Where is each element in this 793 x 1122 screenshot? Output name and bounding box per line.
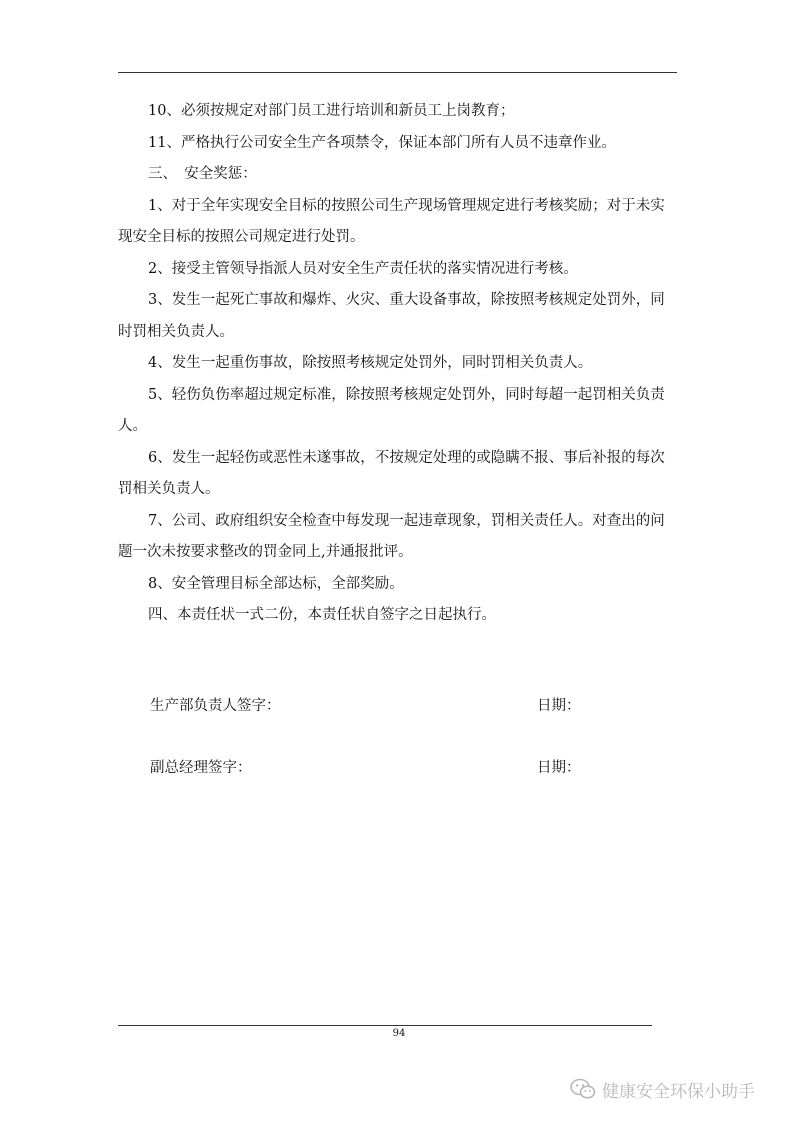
section-heading: 四、本责任状一式二份，本责任状自签字之日起执行。 (148, 607, 496, 623)
paragraph: 7、公司、政府组织安全检查中每发现一起违章现象，罚相关责任人。对查出的问题一次未按要求整改的罚金同上,并通报批评。 (118, 512, 665, 560)
paragraph: 8、安全管理目标全部达标，全部奖励。 (148, 575, 404, 592)
paragraph: 2、接受主管领导指派人员对安全生产责任状的落实情况进行考核。 (148, 260, 578, 277)
header-rule (118, 72, 677, 73)
section-heading: 三、 安全奖惩： (148, 166, 257, 182)
signature-row-production-head (150, 694, 590, 718)
signature-label: 副总经理签字： (150, 760, 252, 776)
footer-rule (118, 1025, 652, 1026)
paragraph: 10、必须按规定对部门员工进行培训和新员工上岗教育； (148, 103, 515, 119)
date-label: 日期： (537, 698, 581, 714)
page-number: 94 (392, 1028, 406, 1039)
document-body (118, 96, 678, 632)
paragraph: 5、轻伤负伤率超过规定标准，除按照考核规定处罚外，同时每超一起罚相关负责人。 (118, 386, 665, 434)
signature-row-deputy-gm (150, 756, 590, 780)
paragraph: 11、严格执行公司安全生产各项禁令，保证本部门所有人员不违章作业。 (148, 134, 616, 151)
watermark (570, 1076, 755, 1102)
signature-label: 生产部负责人签字： (150, 698, 281, 714)
watermark-text: 健康安全环保小助手 (602, 1081, 755, 1102)
wechat-icon (570, 1078, 596, 1100)
paragraph: 4、发生一起重伤事故，除按照考核规定处罚外，同时罚相关负责人。 (148, 355, 593, 371)
paragraph: 6、发生一起轻伤或恶性未遂事故，不按规定处理的或隐瞒不报、事后补报的每次罚相关负责人。 (118, 449, 665, 497)
date-label: 日期： (537, 760, 581, 776)
paragraph: 1、对于全年实现安全目标的按照公司生产现场管理规定进行考核奖励；对于未实现安全目标的按照公司规定进行处罚。 (118, 197, 665, 245)
paragraph: 3、发生一起死亡事故和爆炸、火灾、重大设备事故，除按照考核规定处罚外，同时罚相关负责人。 (118, 292, 665, 340)
